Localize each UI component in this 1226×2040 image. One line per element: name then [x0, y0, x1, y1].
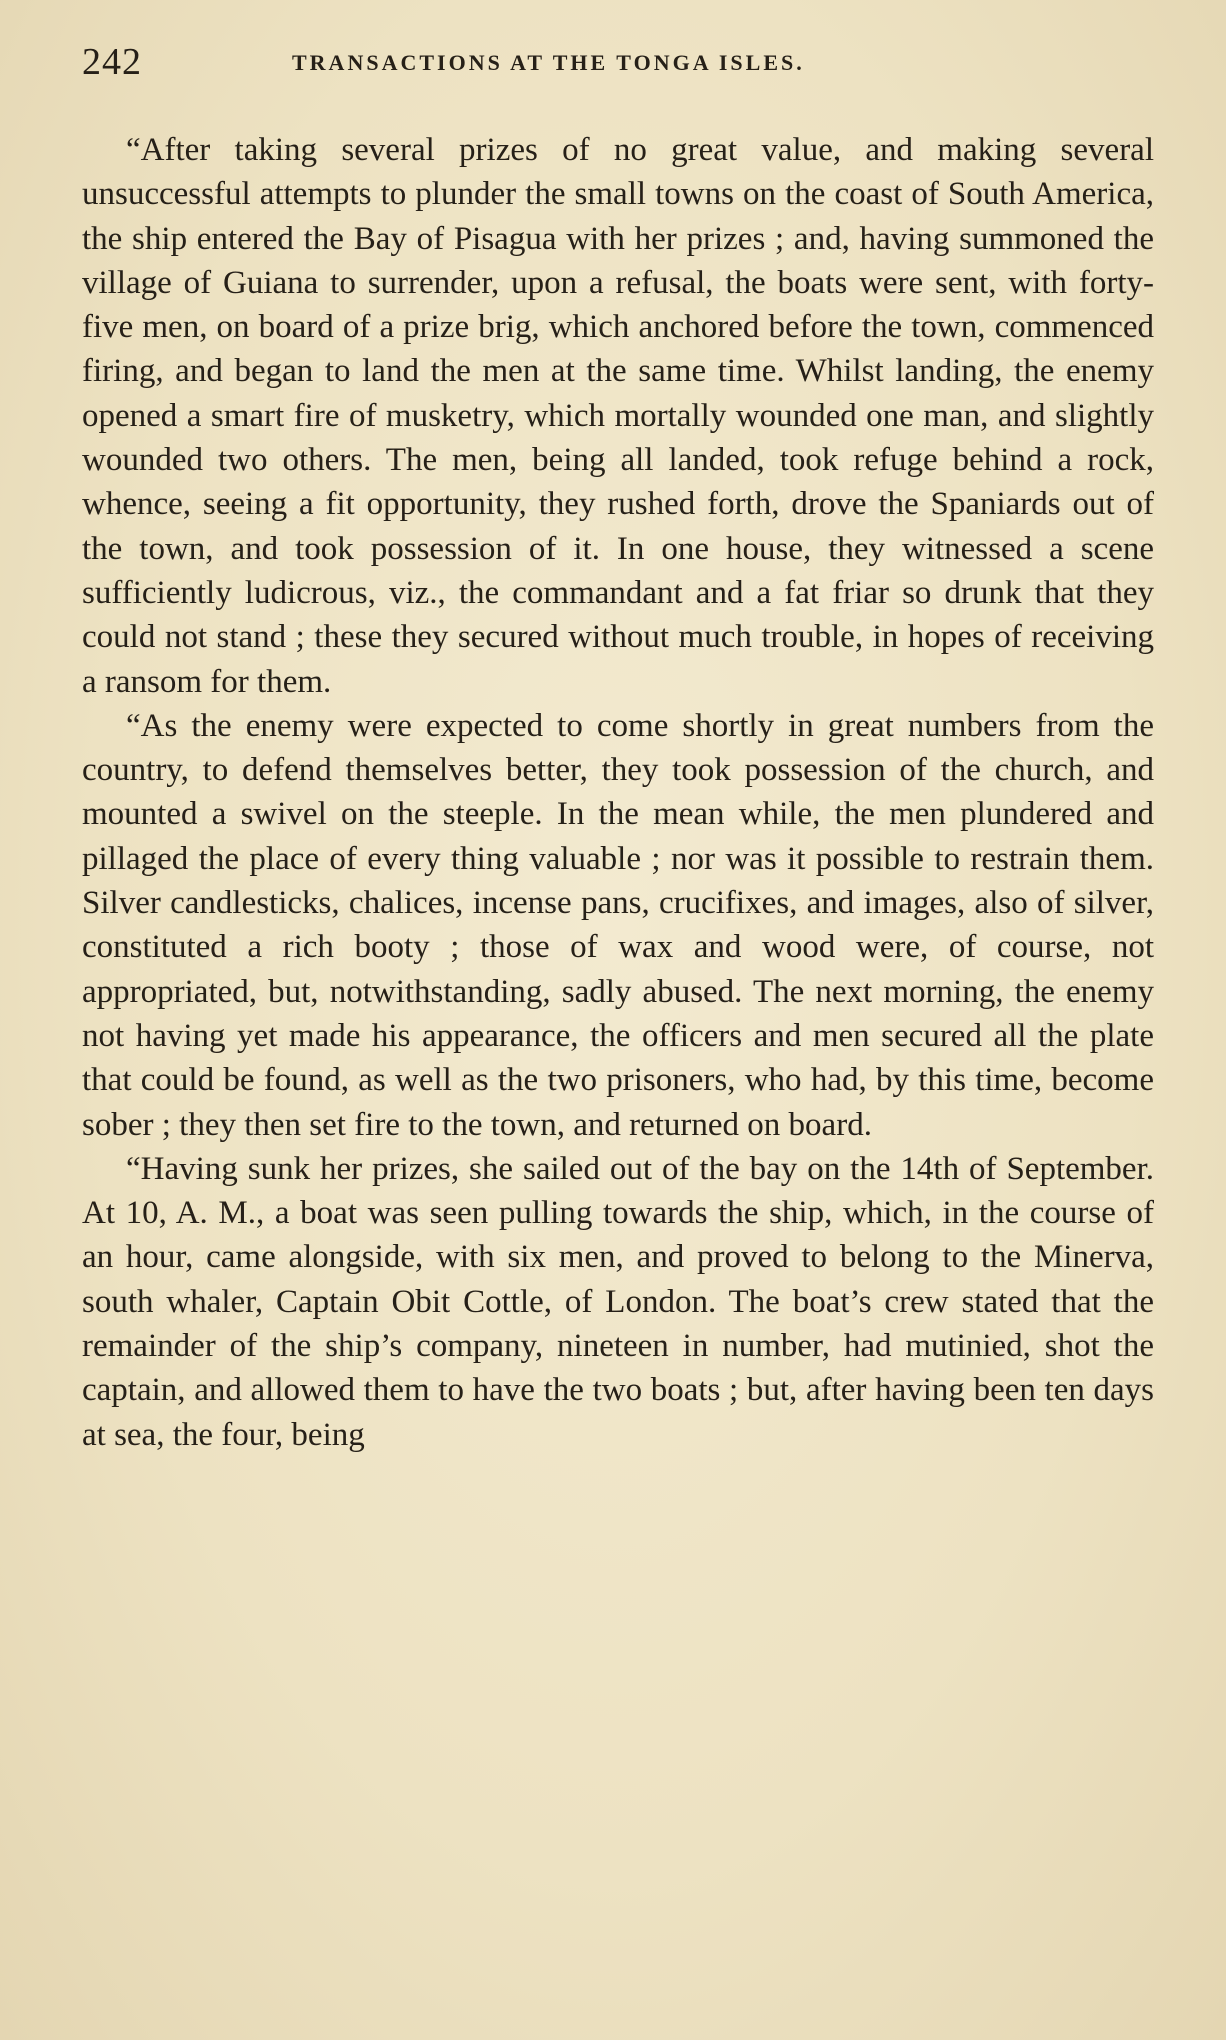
page-number: 242: [82, 41, 142, 83]
paragraph: “As the enemy were expected to come shortly in great numbers from the country, to defend themselves better, they took possession of the church, and mounted a swivel on the steeple. In the mean while, the men plundered and pillaged the place of every thing valuable ; nor was it possible to restrain them. Silver candlesticks, chalices, incense pans, crucifixes, and images, also of silver, constituted a rich booty ; those of wax and wood were, of course, not appropriated, but, notwithstanding, sadly abused. The next morning, the enemy not having yet made his appearance, the officers and men secured all the plate that could be found, as well as the two prisoners, who had, by this time, become sober ; they then set fire to the town, and returned on board.: [82, 707, 1154, 1143]
paragraph: “Having sunk her prizes, she sailed out of the bay on the 14th of September. At 10, A. M., a boat was seen pulling towards the ship, which, in the course of an hour, came alongside, with six men, and proved to belong to the Minerva, south whaler, Captain Obit Cottle, of London. The boat’s crew stated that the remainder of the ship’s company, nineteen in number, had mutinied, shot the captain, and allowed them to have the two boats ; but, after having been ten days at sea, the four, being: [82, 1150, 1154, 1453]
page-body: [82, 128, 1154, 1457]
running-title: TRANSACTIONS AT THE TONGA ISLES.: [292, 50, 805, 75]
page-header: [82, 40, 1156, 90]
paragraph: “After taking several prizes of no great value, and making several unsuccessful attempts to plunder the small towns on the coast of South America, the ship entered the Bay of Pisagua with her prizes ; and, having summoned the village of Guiana to surrender, upon a refusal, the boats were sent, with forty-five men, on board of a prize brig, which anchored before the town, commenced firing, and began to land the men at the same time. Whilst landing, the enemy opened a smart fire of musketry, which mortally wounded one man, and slightly wounded two others. The men, being all landed, took refuge behind a rock, whence, seeing a fit opportunity, they rushed forth, drove the Spaniards out of the town, and took possession of it. In one house, they witnessed a scene sufficiently ludicrous, viz., the commandant and a fat friar so drunk that they could not stand ; these they secured without much trouble, in hopes of receiving a ransom for them.: [82, 132, 1154, 700]
